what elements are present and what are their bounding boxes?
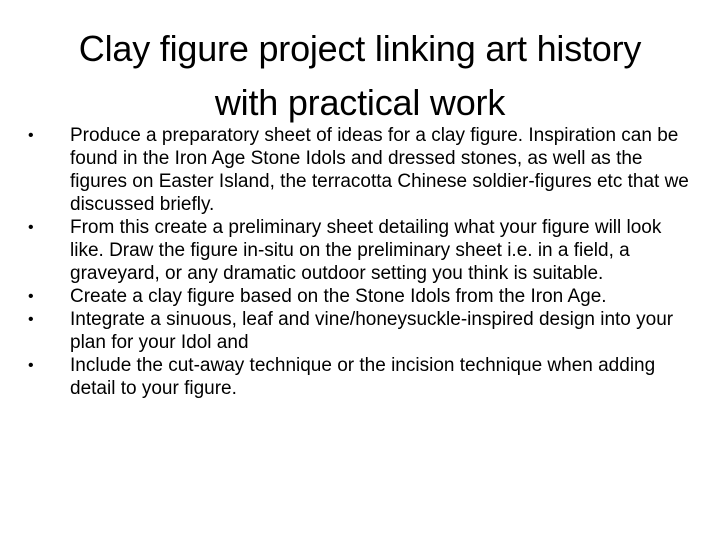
bullet-text: Create a clay figure based on the Stone Idols from the Iron Age. [70,286,607,307]
bullet-text: Include the cut-away technique or the incision technique when adding detail to your figure. [70,355,656,399]
bullet-text: Integrate a sinuous, leaf and vine/honeysuckle-inspired design into your plan for your Idol and [70,309,674,353]
bullet-list [28,124,700,400]
bullet-item-design-integration [28,308,700,354]
bullet-item-clay-figure [28,285,700,308]
bullet-item-technique [28,354,700,400]
slide-title-line-2: with practical work [214,82,506,123]
slide-title [30,22,690,130]
bullet-icon: • [28,288,34,305]
bullet-item-preliminary-sheet [28,216,700,285]
bullet-icon: • [28,357,34,374]
bullet-text: Produce a preparatory sheet of ideas for a clay figure. Inspiration can be found in the Iron Age Stone Idols and dressed stones, as well as the figures on Easter Island, the terracotta Chinese soldier-figures etc that we discussed briefly. [70,125,689,215]
bullet-icon: • [28,127,34,144]
slide-title-line-1: Clay figure project linking art history [78,28,642,69]
bullet-icon: • [28,219,34,236]
bullet-icon: • [28,311,34,328]
bullet-text: From this create a preliminary sheet detailing what your figure will look like. Draw the figure in-situ on the preliminary sheet i.e. in a field, a graveyard, or any dramatic outdoor setting you think is suitable. [70,217,662,284]
bullet-item-preparatory-sheet [28,124,700,216]
